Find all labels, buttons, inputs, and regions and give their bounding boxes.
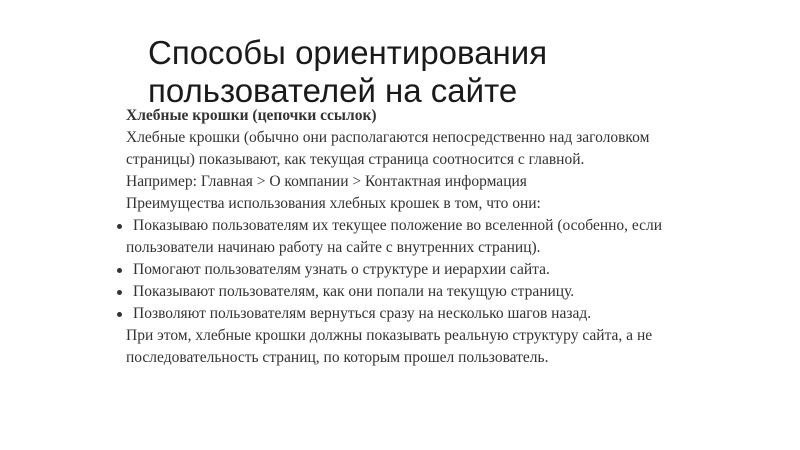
list-item-text: Показывают пользователям, как они попали на текущую страницу.	[133, 283, 575, 300]
list-item	[126, 215, 686, 259]
slide-title	[148, 34, 768, 110]
advantages-list	[126, 215, 686, 325]
intro-paragraph: Хлебные крошки (обычно они располагаются непосредственно над заголовком страницы) показывают, как текущая страница соотносится с главной.	[126, 129, 650, 168]
list-item	[126, 281, 686, 303]
bullet-icon	[117, 224, 122, 229]
list-item-text: Позволяют пользователям вернуться сразу на несколько шагов назад.	[133, 305, 592, 322]
slide-title-line-2: пользователей на сайте	[148, 72, 518, 109]
section-subheading: Хлебные крошки (цепочки ссылок)	[126, 107, 377, 124]
list-item-text: Показываю пользователям их текущее положение во вселенной (особенно, если пользователи начинаю работу на сайте с внутренних страниц).	[126, 217, 663, 256]
bullet-icon	[117, 290, 122, 295]
list-item	[126, 259, 686, 281]
slide-title-line-1: Способы ориентирования	[148, 34, 548, 71]
list-item	[126, 303, 686, 325]
conclusion-paragraph: При этом, хлебные крошки должны показывать реальную структуру сайта, а не последовательность страниц, по которым прошел пользователь.	[126, 327, 653, 366]
bullet-icon	[117, 312, 122, 317]
list-item-text: Помогают пользователям узнать о структуре и иерархии сайта.	[133, 261, 550, 278]
advantages-lead: Преимущества использования хлебных крошек в том, что они:	[126, 195, 541, 212]
bullet-icon	[117, 268, 122, 273]
slide-body	[126, 105, 686, 369]
breadcrumb-example: Например: Главная > О компании > Контактная информация	[126, 173, 527, 190]
